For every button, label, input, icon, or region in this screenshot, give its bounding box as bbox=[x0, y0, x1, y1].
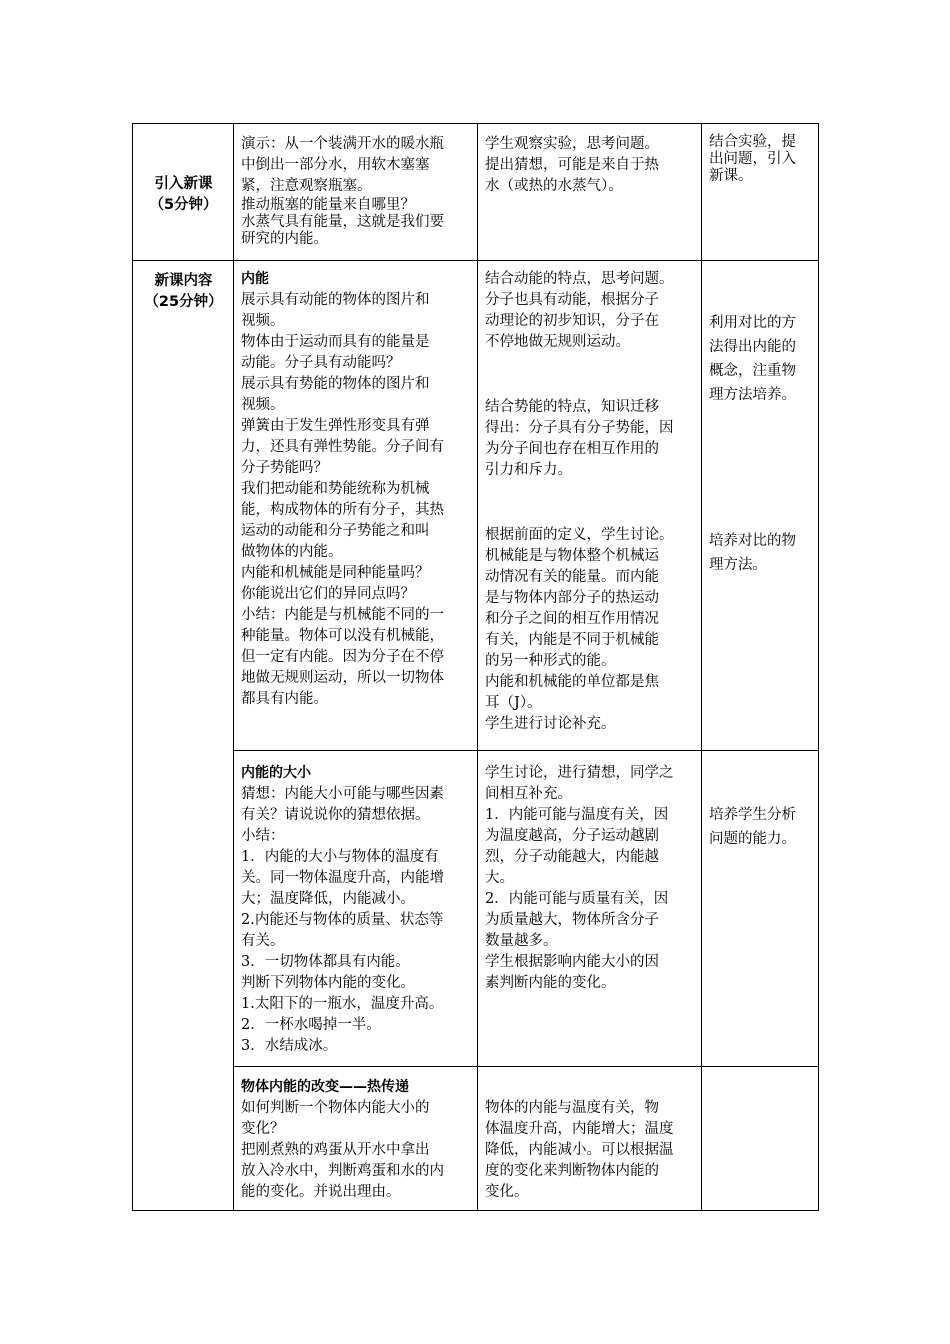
text-line: 判断下列物体内能的变化。 bbox=[241, 975, 415, 991]
text-line: 内能和机械能的单位都是焦 bbox=[485, 674, 659, 690]
text-line: 有关。 bbox=[241, 933, 285, 949]
text-line: 学生根据影响内能大小的因 bbox=[485, 954, 659, 970]
text-line: 紧，注意观察瓶塞。 bbox=[241, 178, 372, 194]
text-line: 地做无规则运动，所以一切物体 bbox=[241, 670, 444, 686]
text-line: 做物体的内能。 bbox=[241, 544, 343, 560]
text-line: 分子也具有动能，根据分子 bbox=[485, 292, 659, 308]
lesson-plan-table bbox=[132, 123, 819, 1211]
text-line: 培养学生分析 bbox=[709, 807, 796, 823]
text-line: 关。同一物体温度升高，内能增 bbox=[241, 870, 444, 886]
text-line: 3．水结成冰。 bbox=[241, 1038, 338, 1054]
text-line: 耳（J）。 bbox=[485, 695, 542, 711]
text-line: 烈，分子动能越大，内能越 bbox=[485, 849, 659, 865]
text-line: 你能说出它们的异同点吗？ bbox=[241, 586, 415, 602]
text-line: 间相互补充。 bbox=[485, 786, 572, 802]
text-line: 视频。 bbox=[241, 313, 285, 329]
text-line: 内能和机械能是同种能量吗？ bbox=[241, 565, 430, 581]
text-line: 机械能是与物体整个机械运 bbox=[485, 548, 659, 564]
text-line: 2.内能还与物体的质量、状态等 bbox=[241, 912, 444, 928]
text-line: 数量越多。 bbox=[485, 933, 558, 949]
text-line: 引力和斥力。 bbox=[485, 462, 572, 478]
text-line: 利用对比的方 bbox=[709, 315, 796, 331]
student-activity-cell bbox=[478, 1067, 702, 1211]
text-line: 2．内能可能与质量有关，因 bbox=[485, 891, 669, 907]
section-heading: 内能 bbox=[241, 271, 269, 287]
text-line: 根据前面的定义，学生讨论。 bbox=[485, 527, 674, 543]
text-line: 度的变化来判断物体内能的 bbox=[485, 1163, 659, 1179]
text-line: 1.太阳下的一瓶水，温度升高。 bbox=[241, 996, 444, 1012]
text-line: 都具有内能。 bbox=[241, 691, 328, 707]
teacher-activity-cell bbox=[234, 124, 478, 261]
text-line: 为温度越高，分子运动越剧 bbox=[485, 828, 659, 844]
text-line: 大。 bbox=[485, 870, 514, 886]
stage-cell-new-content bbox=[133, 261, 234, 1211]
text-line: 变化。 bbox=[485, 1184, 529, 1200]
text-line: 但一定有内能。因为分子在不停 bbox=[241, 649, 444, 665]
text-line: 放入冷水中，判断鸡蛋和水的内 bbox=[241, 1163, 444, 1179]
stage-label: 新课内容 bbox=[154, 273, 213, 289]
text-line: 物体由于运动而具有的能量是 bbox=[241, 334, 430, 350]
text-line: 能的变化。并说出理由。 bbox=[241, 1184, 401, 1200]
design-intent-cell bbox=[702, 261, 819, 751]
text-line: 把刚煮熟的鸡蛋从开水中拿出 bbox=[241, 1142, 430, 1158]
teacher-activity-cell bbox=[234, 1067, 478, 1211]
text-line: 新课。 bbox=[709, 168, 753, 184]
text-line: 我们把动能和势能统称为机械 bbox=[241, 481, 430, 497]
text-line: 展示具有势能的物体的图片和 bbox=[241, 376, 430, 392]
table-row-size bbox=[133, 751, 819, 1067]
stage-cell-intro bbox=[133, 124, 234, 261]
stage-label: 引入新课 bbox=[154, 176, 213, 192]
design-intent-cell bbox=[702, 751, 819, 1067]
text-line: 小结：内能是与机械能不同的一 bbox=[241, 607, 444, 623]
text-line: 研究的内能。 bbox=[241, 231, 328, 247]
text-line: 物体的内能与温度有关，物 bbox=[485, 1100, 659, 1116]
text-line: 水（或热的水蒸气）。 bbox=[485, 178, 623, 194]
text-line: 培养对比的物 bbox=[709, 533, 796, 549]
text-line: 理方法培养。 bbox=[709, 387, 796, 403]
design-intent-cell bbox=[702, 124, 819, 261]
text-line: 问题的能力。 bbox=[709, 831, 796, 847]
text-line: 弹簧由于发生弹性形变具有弹 bbox=[241, 418, 430, 434]
teacher-activity-cell bbox=[234, 751, 478, 1067]
text-line: 动能。分子具有动能吗？ bbox=[241, 355, 401, 371]
text-line: 中倒出一部分水，用软木塞塞 bbox=[241, 157, 430, 173]
text-line: 视频。 bbox=[241, 397, 285, 413]
text-line: 1．内能可能与温度有关，因 bbox=[485, 807, 669, 823]
text-line: 法得出内能的 bbox=[709, 339, 796, 355]
text-line: 结合实验，提 bbox=[709, 134, 796, 150]
text-line: 为分子间也存在相互作用的 bbox=[485, 441, 659, 457]
text-line: 提出猜想，可能是来自于热 bbox=[485, 157, 659, 173]
text-line: 是与物体内部分子的热运动 bbox=[485, 590, 659, 606]
table-row-intro bbox=[133, 124, 819, 261]
text-line: 1．内能的大小与物体的温度有 bbox=[241, 849, 439, 865]
section-heading: 内能的大小 bbox=[241, 765, 311, 781]
text-line: 力，还具有弹性势能。分子间有 bbox=[241, 439, 444, 455]
text-line: 学生进行讨论补充。 bbox=[485, 716, 616, 732]
text-line: 运动的动能和分子势能之和叫 bbox=[241, 523, 430, 539]
text-line: 大；温度降低，内能减小。 bbox=[241, 891, 415, 907]
text-line: 能，构成物体的所有分子，其热 bbox=[241, 502, 444, 518]
text-line: 和分子之间的相互作用情况 bbox=[485, 611, 659, 627]
text-line: 体温度升高，内能增大；温度 bbox=[485, 1121, 674, 1137]
text-line: 理方法。 bbox=[709, 557, 767, 573]
text-line: 素判断内能的变化。 bbox=[485, 975, 616, 991]
text-line: 得出：分子具有分子势能，因 bbox=[485, 420, 674, 436]
text-line: 的另一种形式的能。 bbox=[485, 653, 616, 669]
student-activity-cell bbox=[478, 751, 702, 1067]
text-line: 3．一切物体都具有内能。 bbox=[241, 954, 410, 970]
text-line: 动情况有关的能量。而内能 bbox=[485, 569, 659, 585]
text-line: 学生观察实验，思考问题。 bbox=[485, 136, 659, 152]
text-line: 有关？请说说你的猜想依据。 bbox=[241, 807, 430, 823]
text-line: 出问题，引入 bbox=[709, 151, 796, 167]
text-line: 小结： bbox=[241, 828, 285, 844]
text-line: 结合动能的特点，思考问题。 bbox=[485, 271, 674, 287]
text-line: 有关，内能是不同于机械能 bbox=[485, 632, 659, 648]
student-activity-cell bbox=[478, 261, 702, 751]
text-line: 变化？ bbox=[241, 1121, 285, 1137]
text-line: 结合势能的特点，知识迁移 bbox=[485, 399, 659, 415]
design-intent-cell bbox=[702, 1067, 819, 1211]
text-line: 降低，内能减小。可以根据温 bbox=[485, 1142, 674, 1158]
teacher-activity-cell bbox=[234, 261, 478, 751]
text-line: 2．一杯水喝掉一半。 bbox=[241, 1017, 381, 1033]
table-row-change bbox=[133, 1067, 819, 1211]
text-line: 不停地做无规则运动。 bbox=[485, 334, 630, 350]
text-line: 学生讨论，进行猜想，同学之 bbox=[485, 765, 674, 781]
text-line: 分子势能吗？ bbox=[241, 460, 328, 476]
stage-duration: （25分钟） bbox=[144, 294, 223, 310]
text-line: 水蒸气具有能量，这就是我们要 bbox=[241, 214, 444, 230]
text-line: 动理论的初步知识，分子在 bbox=[485, 313, 659, 329]
section-heading: 物体内能的改变——热传递 bbox=[241, 1079, 409, 1095]
text-line: 推动瓶塞的能量来自哪里？ bbox=[241, 197, 415, 213]
text-line: 展示具有动能的物体的图片和 bbox=[241, 292, 430, 308]
text-line: 概念，注重物 bbox=[709, 363, 796, 379]
text-line: 演示：从一个装满开水的暖水瓶 bbox=[241, 136, 444, 152]
text-line: 猜想：内能大小可能与哪些因素 bbox=[241, 786, 444, 802]
text-line: 为质量越大，物体所含分子 bbox=[485, 912, 659, 928]
table-row-neineng bbox=[133, 261, 819, 751]
student-activity-cell bbox=[478, 124, 702, 261]
text-line: 如何判断一个物体内能大小的 bbox=[241, 1100, 430, 1116]
stage-duration: （5分钟） bbox=[149, 197, 218, 213]
text-line: 种能量。物体可以没有机械能， bbox=[241, 628, 444, 644]
